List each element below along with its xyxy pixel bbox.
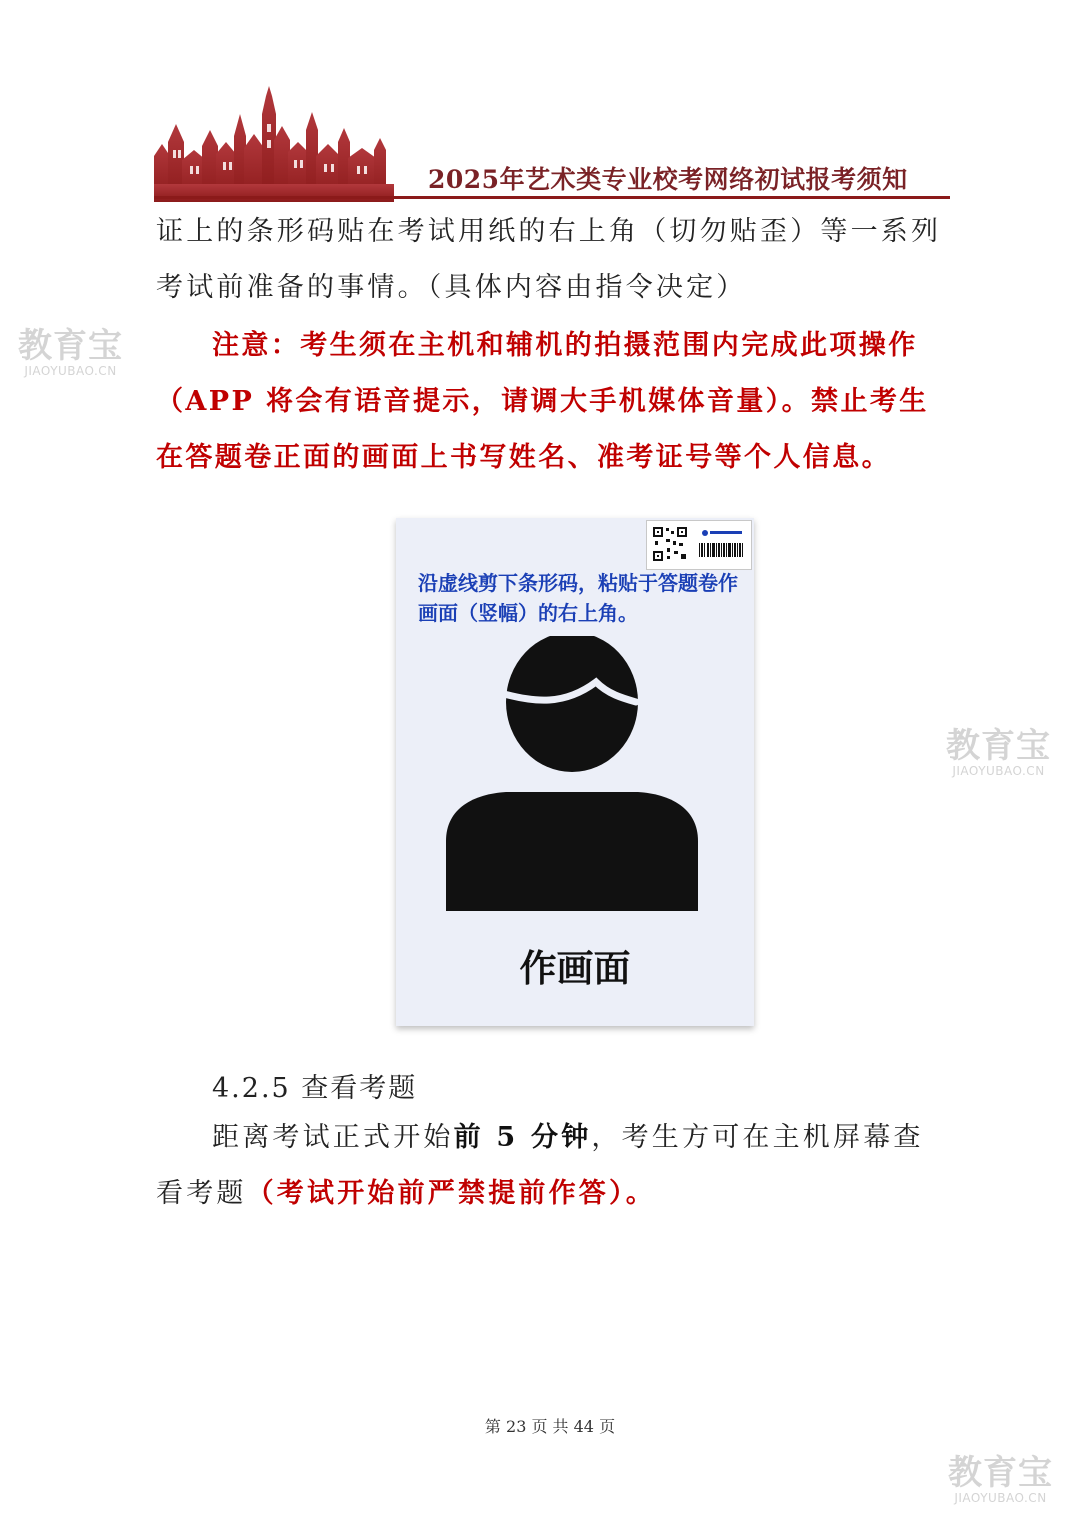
paragraph-text: 距离考试正式开始 (212, 1122, 454, 1153)
header-divider (154, 196, 950, 199)
document-header-title: 2025年艺术类专业校考网络初试报考须知 (428, 165, 908, 194)
bold-time-text: 前 5 分钟 (453, 1122, 592, 1153)
paragraph-preparation: 证上的条形码贴在考试用纸的右上角（切勿贴歪）等一系列考试前准备的事情。（具体内容由指令决定） (156, 216, 942, 303)
person-silhouette-icon (446, 636, 698, 911)
section-heading: 4.2.5 查看考题 (212, 1073, 418, 1104)
castle-skyline-illustration (154, 84, 394, 202)
paragraph-text-cont: ，考生方可在主机屏幕查看考题 (156, 1122, 924, 1209)
drawing-sheet-figure (396, 518, 754, 1026)
paragraph-view-questions (156, 1110, 946, 1222)
figure-caption: 作画面 (519, 947, 631, 990)
notice-paragraph: 注意：考生须在主机和辅机的拍摄范围内完成此项操作（APP 将会有语音提示，请调大手机媒体音量）。禁止考生在答题卷正面的画面上书写姓名、准考证号等个人信息。 (156, 330, 929, 473)
barcode-label (646, 520, 752, 570)
warning-text: （考试开始前严禁提前作答）。 (246, 1178, 656, 1209)
watermark-logo: 教育宝 JIAOYUBAO.CN (18, 326, 123, 378)
watermark-logo: 教育宝 JIAOYUBAO.CN (948, 1453, 1053, 1505)
page-number: 第 23 页 共 44 页 (484, 1417, 616, 1436)
barcode-instruction: 沿虚线剪下条形码，粘贴于答题卷作画面（竖幅）的右上角。 (418, 571, 738, 625)
qr-code-icon (647, 521, 751, 569)
watermark-logo: 教育宝 JIAOYUBAO.CN (946, 726, 1051, 778)
